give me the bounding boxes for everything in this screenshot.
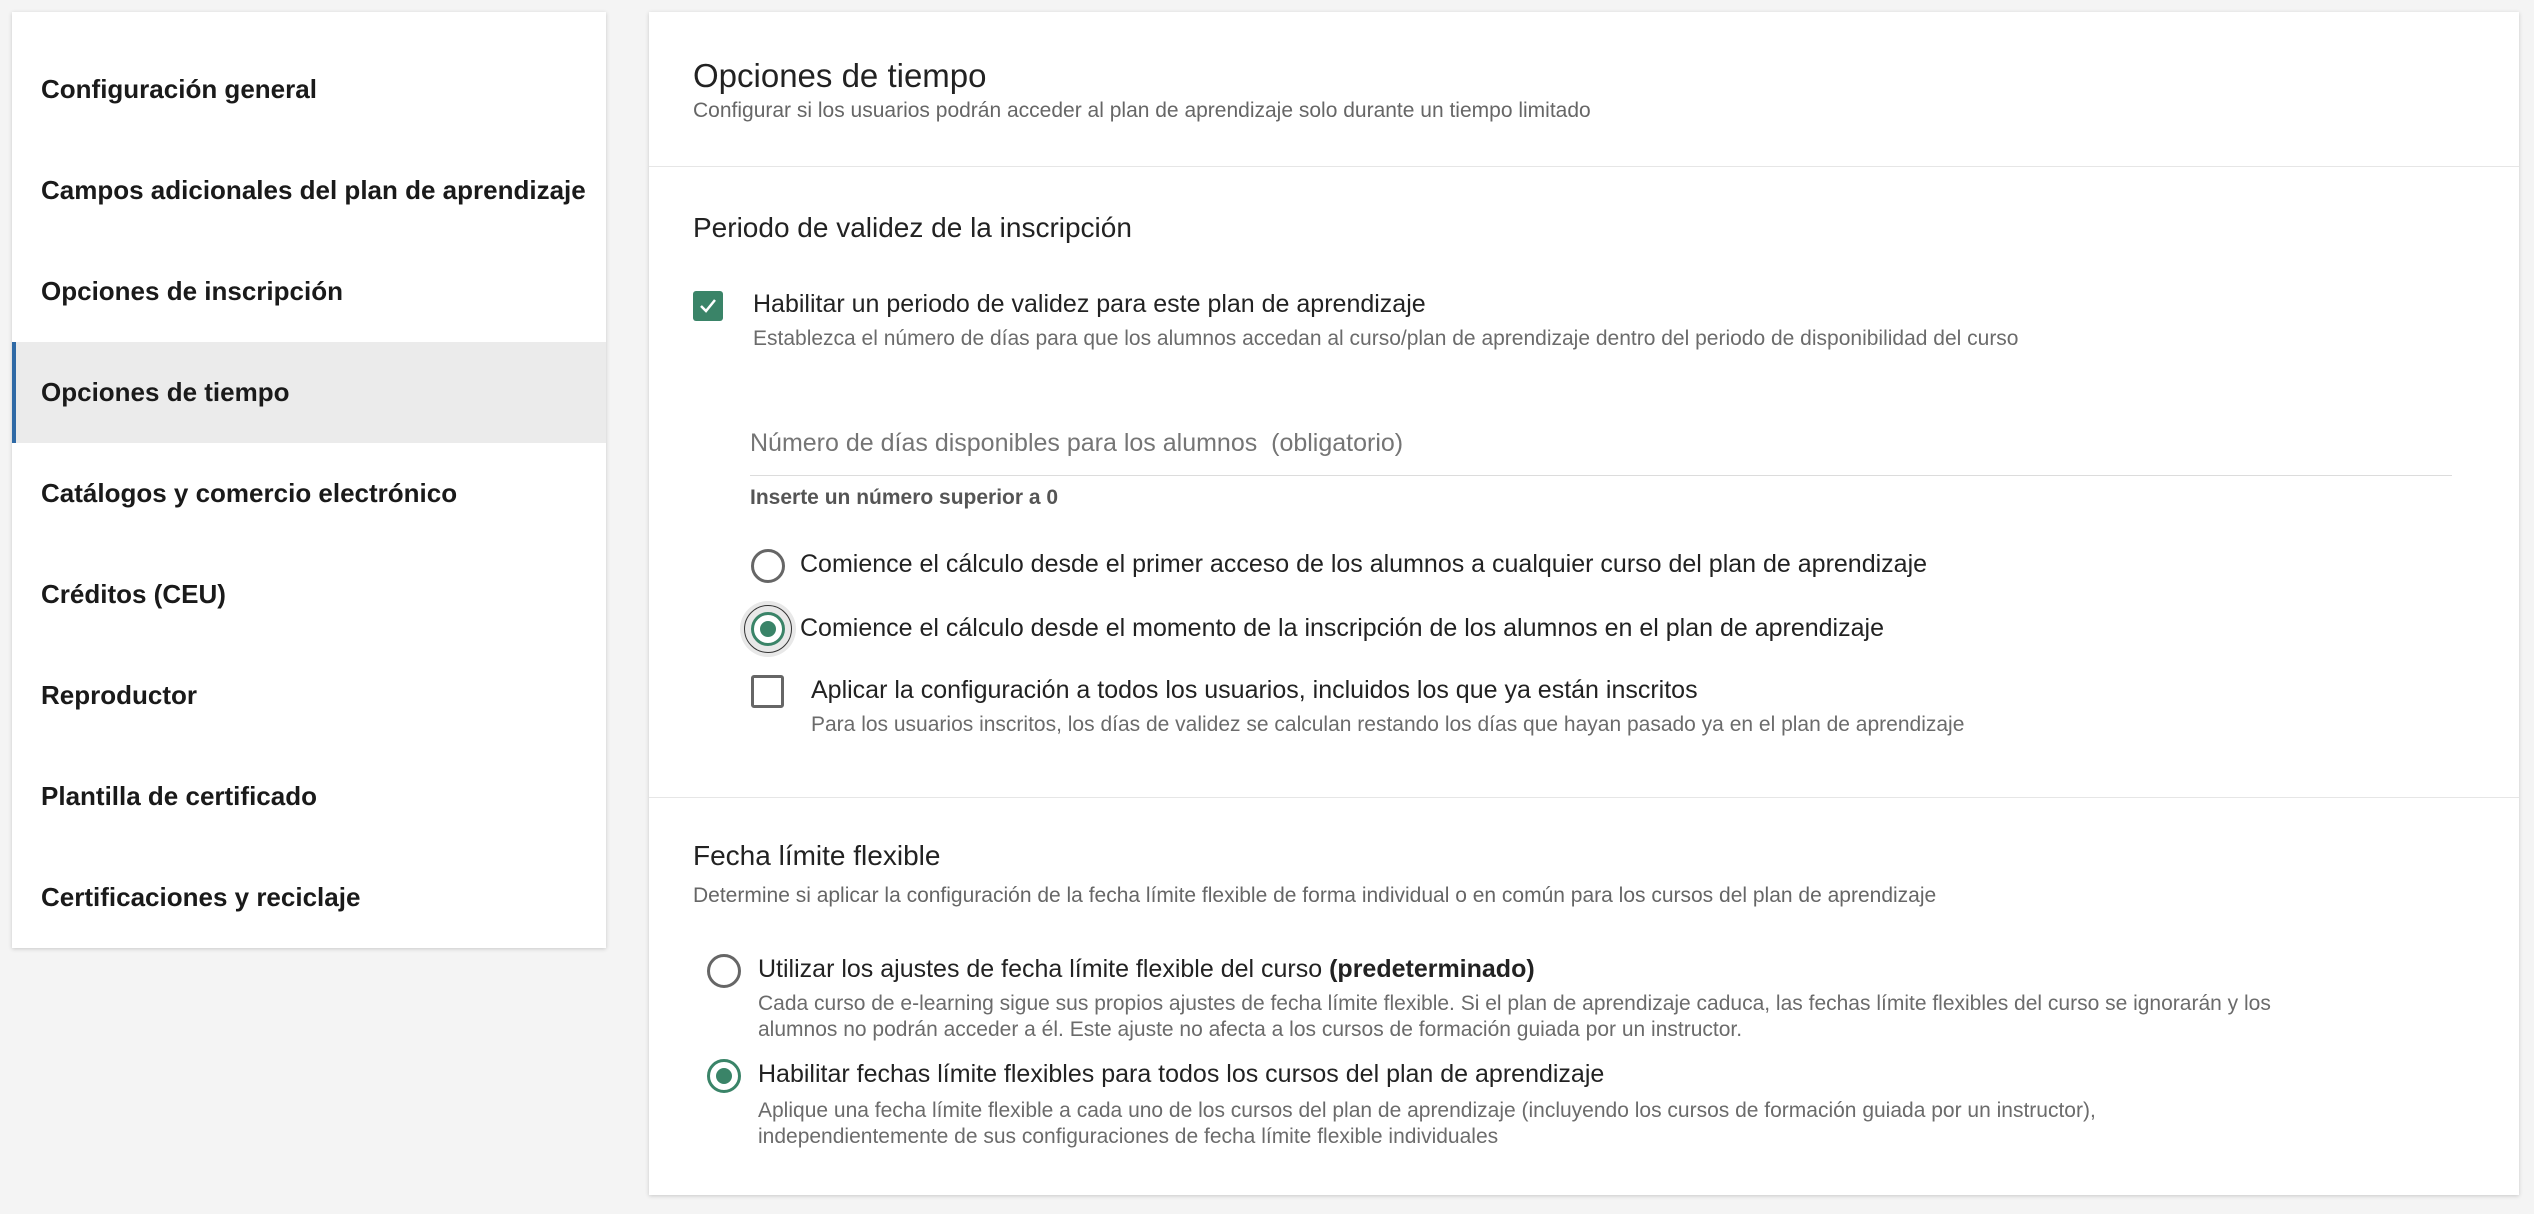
course-settings-desc	[758, 991, 2271, 1043]
radio-enrollment[interactable]	[751, 612, 785, 646]
desc-line: Cada curso de e-learning sigue sus propios ajustes de fecha límite flexible. Si el plan de aprendizaje caduca, las fechas límite flexibles del curso se ignorarán y los	[758, 992, 2271, 1015]
radio-first-access[interactable]	[751, 549, 785, 583]
option-label: Utilizar los ajustes de fecha límite flexible del curso	[758, 955, 1323, 983]
desc-line: alumnos no podrán acceder a él. Este ajuste no afecta a los cursos de formación guiada por un instructor.	[758, 1018, 1743, 1041]
sidebar-item-enrollment-options[interactable]: Opciones de inscripción	[41, 276, 343, 306]
days-hint: Inserte un número superior a 0	[750, 486, 1059, 509]
radio-enable-all-label[interactable]: Habilitar fechas límite flexibles para todos los cursos del plan de aprendizaje	[758, 1060, 1605, 1088]
sidebar-item-additional-fields[interactable]: Campos adicionales del plan de aprendizaje	[41, 175, 586, 205]
settings-sidebar	[12, 12, 606, 948]
divider	[649, 166, 2519, 167]
desc-line: independientemente de sus configuraciones de fecha límite flexible individuales	[758, 1125, 1499, 1148]
radio-first-access-label[interactable]: Comience el cálculo desde el primer acceso de los alumnos a cualquier curso del plan de aprendizaje	[800, 550, 1928, 578]
enable-validity-checkbox[interactable]	[693, 291, 723, 321]
radio-enrollment-label[interactable]: Comience el cálculo desde el momento de la inscripción de los alumnos en el plan de aprendizaje	[800, 614, 1884, 642]
days-available-input[interactable]	[750, 420, 2450, 466]
sidebar-item-general[interactable]: Configuración general	[41, 74, 317, 104]
validity-heading: Periodo de validez de la inscripción	[693, 212, 1132, 243]
page-subtitle: Configurar si los usuarios podrán acceder al plan de aprendizaje solo durante un tiempo limitado	[693, 99, 1591, 122]
sidebar-item-credits[interactable]: Créditos (CEU)	[41, 579, 226, 609]
flexible-desc: Determine si aplicar la configuración de la fecha límite flexible de forma individual o en común para los cursos del plan de aprendizaje	[693, 884, 1937, 907]
page-title: Opciones de tiempo	[693, 57, 987, 94]
radio-enable-all[interactable]	[707, 1059, 741, 1093]
radio-course-settings[interactable]	[707, 954, 741, 988]
desc-line: Aplique una fecha límite flexible a cada uno de los cursos del plan de aprendizaje (incluyendo los cursos de formación guiada por un instructor),	[758, 1099, 2096, 1122]
enable-all-desc	[758, 1098, 2096, 1150]
enable-validity-desc: Establezca el número de días para que los alumnos accedan al curso/plan de aprendizaje dentro del periodo de disponibilidad del curso	[753, 327, 2019, 350]
enable-validity-label[interactable]: Habilitar un periodo de validez para este plan de aprendizaje	[753, 290, 1426, 318]
sidebar-item-certificate-template[interactable]: Plantilla de certificado	[41, 781, 317, 811]
flexible-heading: Fecha límite flexible	[693, 840, 941, 871]
time-options-panel	[649, 12, 2519, 1195]
sidebar-item-time-options[interactable]: Opciones de tiempo	[12, 342, 606, 443]
radio-course-settings-label[interactable]	[758, 955, 1535, 984]
default-tag: (predeterminado)	[1329, 955, 1535, 983]
apply-all-desc: Para los usuarios inscritos, los días de validez se calculan restando los días que hayan pasado ya en el plan de aprendizaje	[811, 713, 1965, 736]
divider	[649, 797, 2519, 798]
apply-all-checkbox[interactable]	[751, 675, 784, 708]
input-underline	[750, 475, 2452, 476]
check-icon	[693, 291, 723, 321]
sidebar-item-certifications-retraining[interactable]: Certificaciones y reciclaje	[41, 882, 361, 912]
sidebar-item-player[interactable]: Reproductor	[41, 680, 197, 710]
sidebar-item-catalogs-ecommerce[interactable]: Catálogos y comercio electrónico	[41, 478, 458, 508]
apply-all-label[interactable]: Aplicar la configuración a todos los usuarios, incluidos los que ya están inscritos	[811, 676, 1698, 704]
